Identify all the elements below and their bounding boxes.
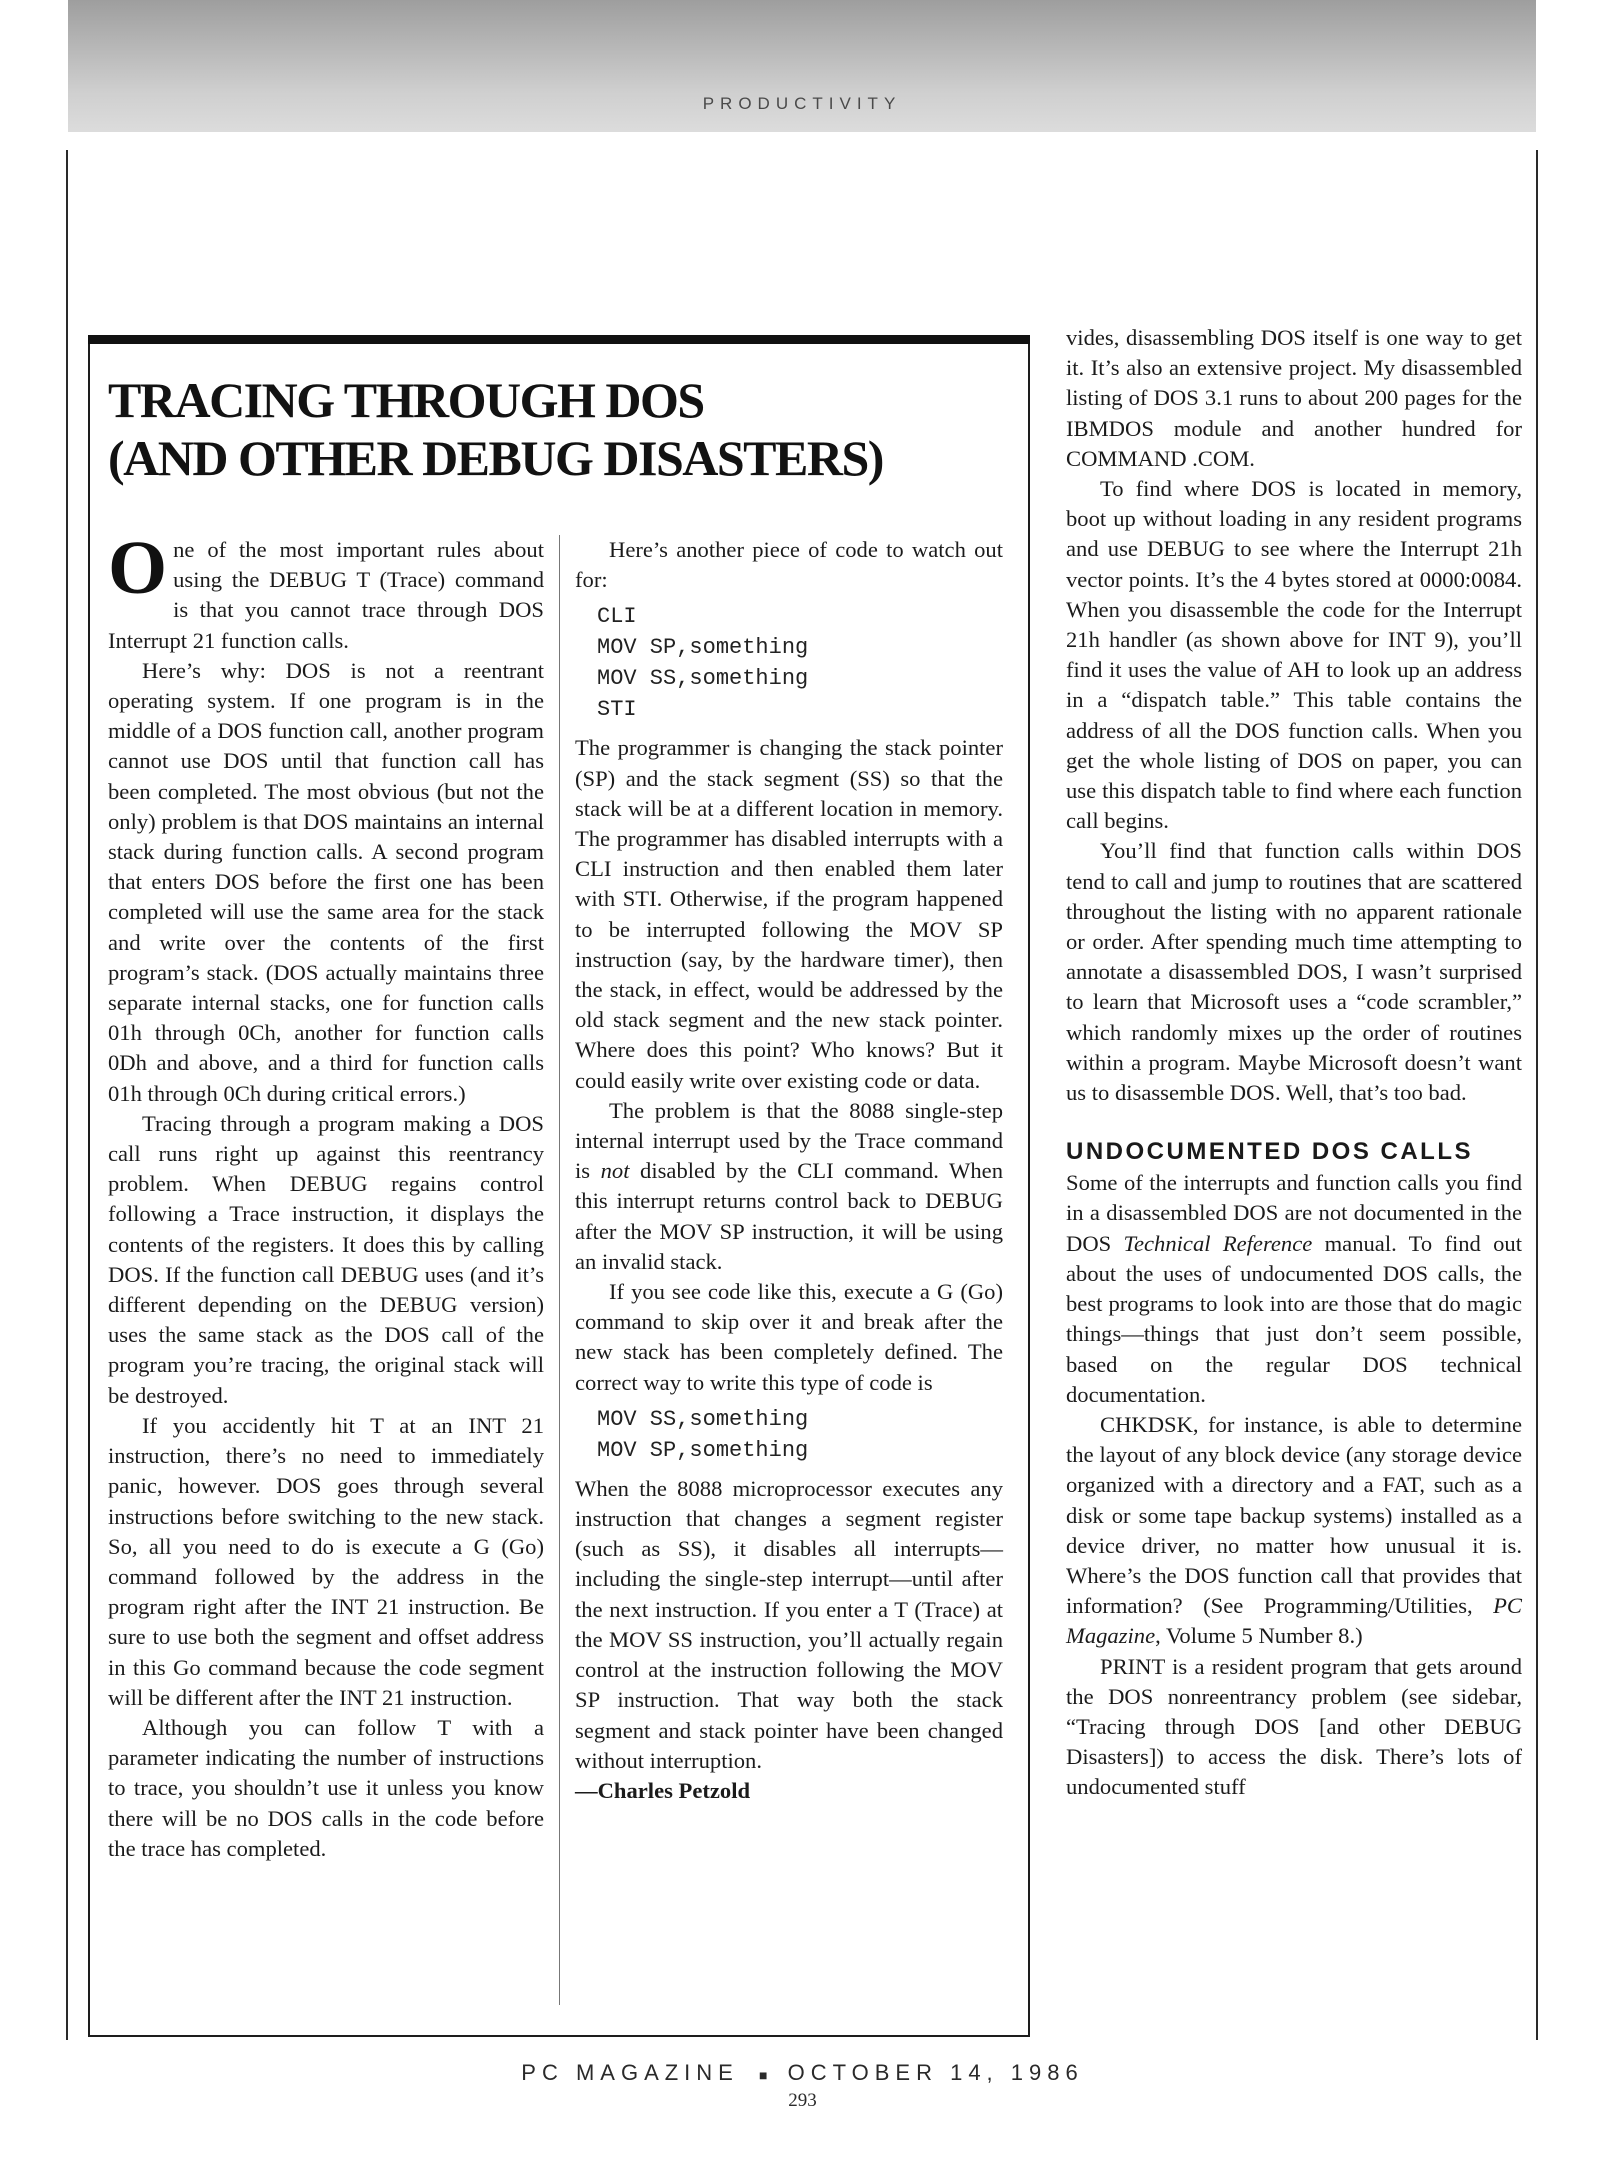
code-block: CLI MOV SP,something MOV SS,something STI: [597, 604, 809, 723]
sidebar-column-1: [108, 526, 544, 1864]
main-column: [1066, 323, 1522, 1803]
sidebar-top-bar: [88, 335, 1030, 344]
paragraph: If you accidently hit T at an INT 21 instruction, there’s no need to immediately panic, however. DOS goes through several instructions before switching to the new stack. So, all you need to do is execute a G (Go) command followed by the address in the program right after the INT 21 instruction. Be sure to use both the segment and offset address in this Go command because the code segment will be different after the INT 21 instruction.: [108, 1412, 544, 1710]
sidebar-box: [88, 335, 1030, 2037]
right-page-rule: [1536, 150, 1538, 2040]
sidebar-title-line2: (AND OTHER DEBUG DISASTERS): [108, 430, 883, 486]
left-page-rule: [66, 150, 68, 2040]
paragraph: Here’s why: DOS is not a reentrant operating system. If one program is in the middle of a DOS function call, another program cannot use DOS until that function call has been completed. The most obvious (but not the only) problem is that DOS maintains an internal stack during function calls. A second program that enters DOS before the first one has been completed will use the same area for the stack and write over the contents of the first program’s stack. (DOS actually maintains three separate internal stacks, one for function calls 01h through 0Ch, another for function calls 0Dh and above, and a third for function calls 01h through 0Ch during critical errors.): [108, 657, 544, 1106]
column-divider: [559, 535, 560, 2005]
sidebar-column-2: [575, 535, 1003, 1806]
paragraph: If you see code like this, execute a G (Go) command to skip over it and break after the new stack has been completely defined. The correct way to write this type of code is: [575, 1279, 1003, 1395]
header-band: [68, 0, 1536, 132]
paragraph: Although you can follow T with a parameter indicating the number of instructions to trace, you shouldn’t use it unless you know there will be no DOS calls in the code before the trace has completed.: [108, 1714, 544, 1861]
drop-cap: O: [108, 526, 168, 610]
paragraph: PRINT is a resident program that gets around the DOS nonreentrancy problem (see sidebar, “Tracing through DOS [and other DEBUG Disasters]) to access the disk. There’s lots of undocumented stuff: [1066, 1653, 1522, 1800]
paragraph: Some of the interrupts and function calls you find in a disassembled DOS are not documented in the DOS Technical Reference manual. To find out about the uses of undocumented DOS calls, the best programs to look into are those that do magic things—things that just don’t seem possible, based on the regular DOS technical documentation.: [1066, 1170, 1523, 1407]
sidebar-title: [108, 371, 1008, 487]
paragraph: vides, disassembling DOS itself is one way to get it. It’s also an extensive project. My disassembled listing of DOS 3.1 runs to about 200 pages for the IBMDOS module and another hundred for COMMAND .COM.: [1066, 325, 1522, 471]
section-header: PRODUCTIVITY: [702, 94, 902, 113]
page-footer: [0, 2060, 1605, 2086]
code-block: MOV SS,something MOV SP,something: [597, 1406, 809, 1463]
paragraph: CHKDSK, for instance, is able to determine the layout of any block device (any storage device organized with a directory and a FAT, such as a disk or some tape backup systems) installed as a device driver, no matter how unusual it is. Where’s the DOS function call that provides that information? (See Programming/Utilities, PC Magazine, Volume 5 Number 8.): [1066, 1411, 1522, 1649]
section-subhead: UNDOCUMENTED DOS CALLS: [1066, 1138, 1473, 1166]
paragraph: One of the most important rules about using the DEBUG T (Trace) command is that you cannot trace through DOS Interrupt 21 function calls.: [108, 526, 544, 653]
sidebar-title-line1: TRACING THROUGH DOS: [108, 372, 704, 428]
issue-date: OCTOBER 14, 1986: [787, 2060, 1084, 2085]
author-signature: —Charles Petzold: [575, 1777, 751, 1803]
paragraph: The problem is that the 8088 single-step internal interrupt used by the Trace command is not disabled by the CLI command. When this interrupt returns control back to DEBUG after the MOV SP instruction, it will be using an invalid stack.: [575, 1097, 1003, 1274]
paragraph: When the 8088 microprocessor executes any instruction that changes a segment register (such as SS), it disables all interrupts—including the single-step interrupt—until after the next instruction. If you enter a T (Trace) at the MOV SS instruction, you’ll actually regain control at the instruction following the MOV SP instruction. That way both the stack segment and stack pointer have been changed without interruption.: [575, 1475, 1003, 1773]
paragraph: Tracing through a program making a DOS call runs right up against this reentrancy problem. When DEBUG regains control following a Trace instruction, it displays the contents of the registers. It does this by calling DOS. If the function call DEBUG uses (and it’s different depending on the DEBUG version) uses the same stack as the DOS call of the program you’re tracing, the original stack will be destroyed.: [108, 1110, 544, 1408]
paragraph: Here’s another piece of code to watch out for:: [575, 537, 1003, 593]
paragraph: To find where DOS is located in memory, boot up without loading in any resident programs and use DEBUG to see where the Interrupt 21h vector points. It’s the 4 bytes stored at 0000:0084. When you disassemble the code for the Interrupt 21h handler (as shown above for INT 9), you’ll find it uses the value of AH to look up an address in a “dispatch table.” This table contains the address of all the DOS function calls. When you get the whole listing of DOS on paper, you can use this dispatch table to find where each function call begins.: [1066, 476, 1522, 834]
page-number: 293: [788, 2090, 817, 2111]
paragraph: You’ll find that function calls within DOS tend to call and jump to routines that are scattered throughout the listing with no apparent rationale or order. After spending much time attempting to annotate a disassembled DOS, I wasn’t surprised to learn that Microsoft uses a “code scrambler,” which randomly mixes up the order of routines within a program. Maybe Microsoft doesn’t want us to disassemble DOS. Well, that’s too bad.: [1066, 838, 1522, 1106]
paragraph: The programmer is changing the stack pointer (SP) and the stack segment (SS) so that the stack will be at a different location in memory. The programmer has disabled interrupts with a CLI instruction and then enabled them later with STI. Otherwise, if the program happened to be interrupted following the MOV SP instruction (say, by the hardware timer), then the stack, in effect, would be addressed by the old stack segment and the new stack pointer. Where does this point? Who knows? But it could easily write over existing code or data.: [575, 735, 1003, 1093]
magazine-name: PC MAGAZINE: [521, 2060, 739, 2085]
footer-bullet: ■: [758, 2067, 768, 2083]
